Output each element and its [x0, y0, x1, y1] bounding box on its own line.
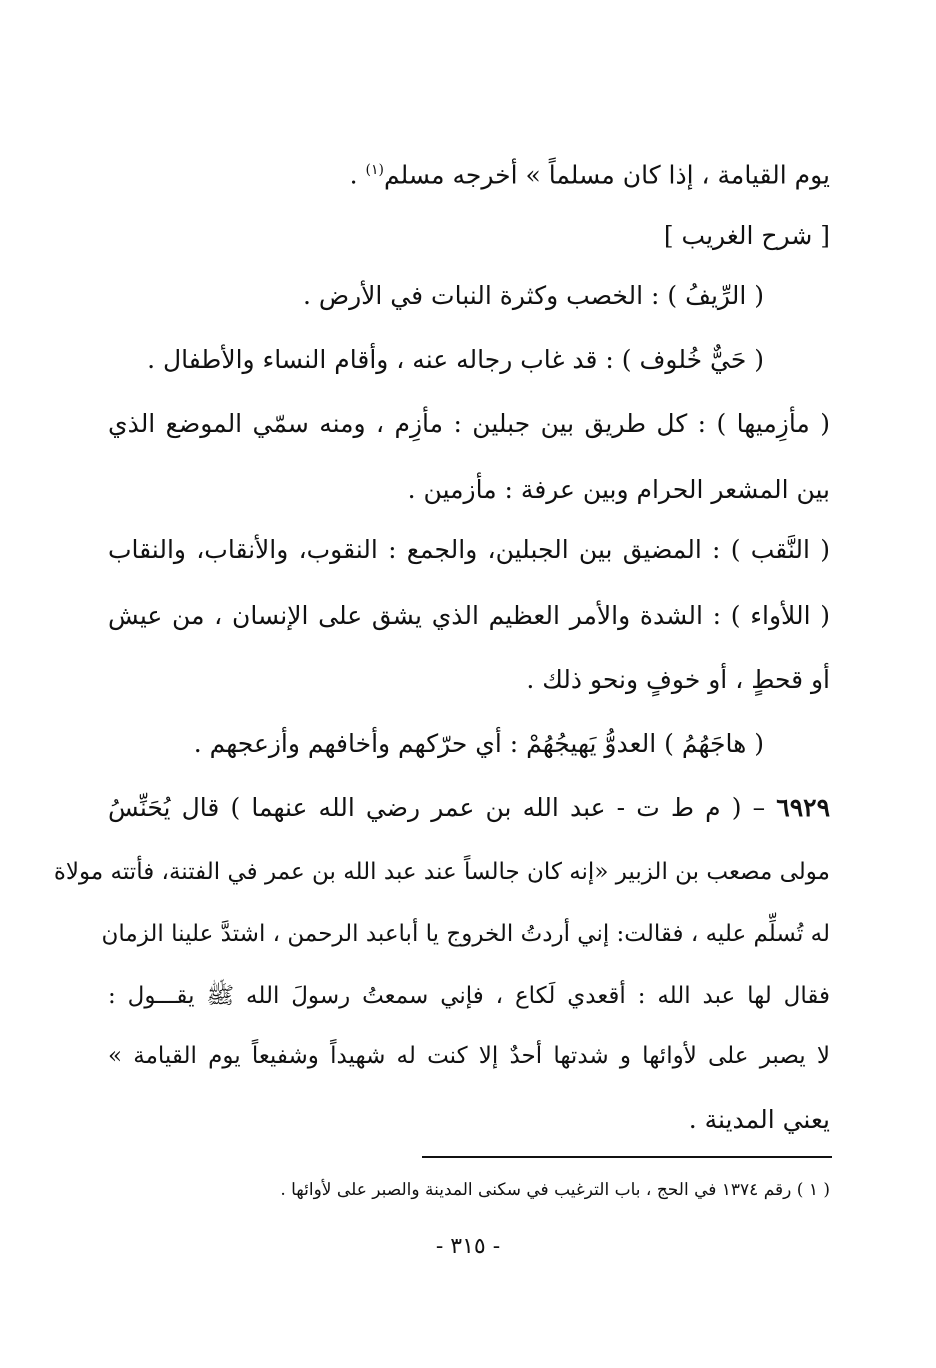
gloss-maazimiha-2: بين المشعر الحرام وبين عرفة : مأزمين . — [407, 475, 830, 504]
gloss-maazimiha-1: ( مأزِميها ) : كل طريق بين جبلين : مأزِم ، ومنه سمّي الموضع الذي — [108, 409, 830, 438]
hadith-line-6: يعني المدينة . — [688, 1105, 830, 1134]
hadith-line-5: لا يصبر على لأوائها و شدتها أحدٌ إلا كنت له شهيداً وشفيعاً يوم القيامة » — [108, 1043, 830, 1069]
hadith-line-3: له تُسلِّم عليه ، فقالت: إني أردتُ الخروج يا أباعبد الرحمن ، اشتدَّ علينا الزمان — [101, 921, 830, 947]
gloss-laawa-1: ( اللأواء ) : الشدة والأمر العظيم الذي يشق على الإنسان ، من عيش — [108, 601, 830, 630]
hadith-line-4: فقال لها عبد الله : أقعدي لَكاع ، فإني سمعتُ رسولَ الله ﷺ يقـــول : — [108, 983, 830, 1009]
gloss-hajahum: ( هاجَهُمُ ) العدوُّ يَهيجُهُمْ : أي حرّكهم وأخافهم وأزعجهم . — [193, 729, 764, 758]
gloss-rif: ( الرِّيفُ ) : الخصب وكثرة النبات في الأرض . — [302, 281, 764, 310]
footnote-ref: (١) — [365, 162, 384, 178]
hadith-number: ٦٩٢٩ — [776, 793, 831, 822]
gloss-laawa-2: أو قحطٍ ، أو خوفٍ ونحو ذلك . — [526, 665, 830, 694]
page-number: - ٣١٥ - — [435, 1234, 501, 1259]
gloss-naqb: ( النَّقب ) : المضيق بين الجبلين، والجمع : النقوب، والأنقاب، والنقاب — [108, 535, 830, 564]
footnote: ( ١ ) رقم ١٣٧٤ في الحج ، باب الترغيب في سكنى المدينة والصبر على لأوائها . — [280, 1180, 830, 1200]
hadith-line-2: مولى مصعب بن الزبير «إنه كان جالساً عند عبد الله بن عمر في الفتنة، فأتته مولاة — [53, 859, 830, 885]
line-1-text: يوم القيامة ، إذا كان مسلماً » أخرجه مسلم — [383, 160, 830, 190]
hadith-line-1-text: – ( م ط ت - عبد الله بن عمر رضي الله عنهما ) قال يُحَنِّسُ — [108, 793, 766, 822]
footnote-divider — [422, 1156, 832, 1158]
body-line-1 — [350, 150, 830, 195]
hadith-line-1 — [108, 788, 830, 828]
gloss-khuluf: ( حَيٌّ خُلوف ) : قد غاب رجاله عنه ، وأقام النساء والأطفال . — [147, 345, 764, 374]
section-heading: [ شرح الغريب ] — [663, 221, 830, 250]
line-1-end: . — [349, 160, 358, 190]
